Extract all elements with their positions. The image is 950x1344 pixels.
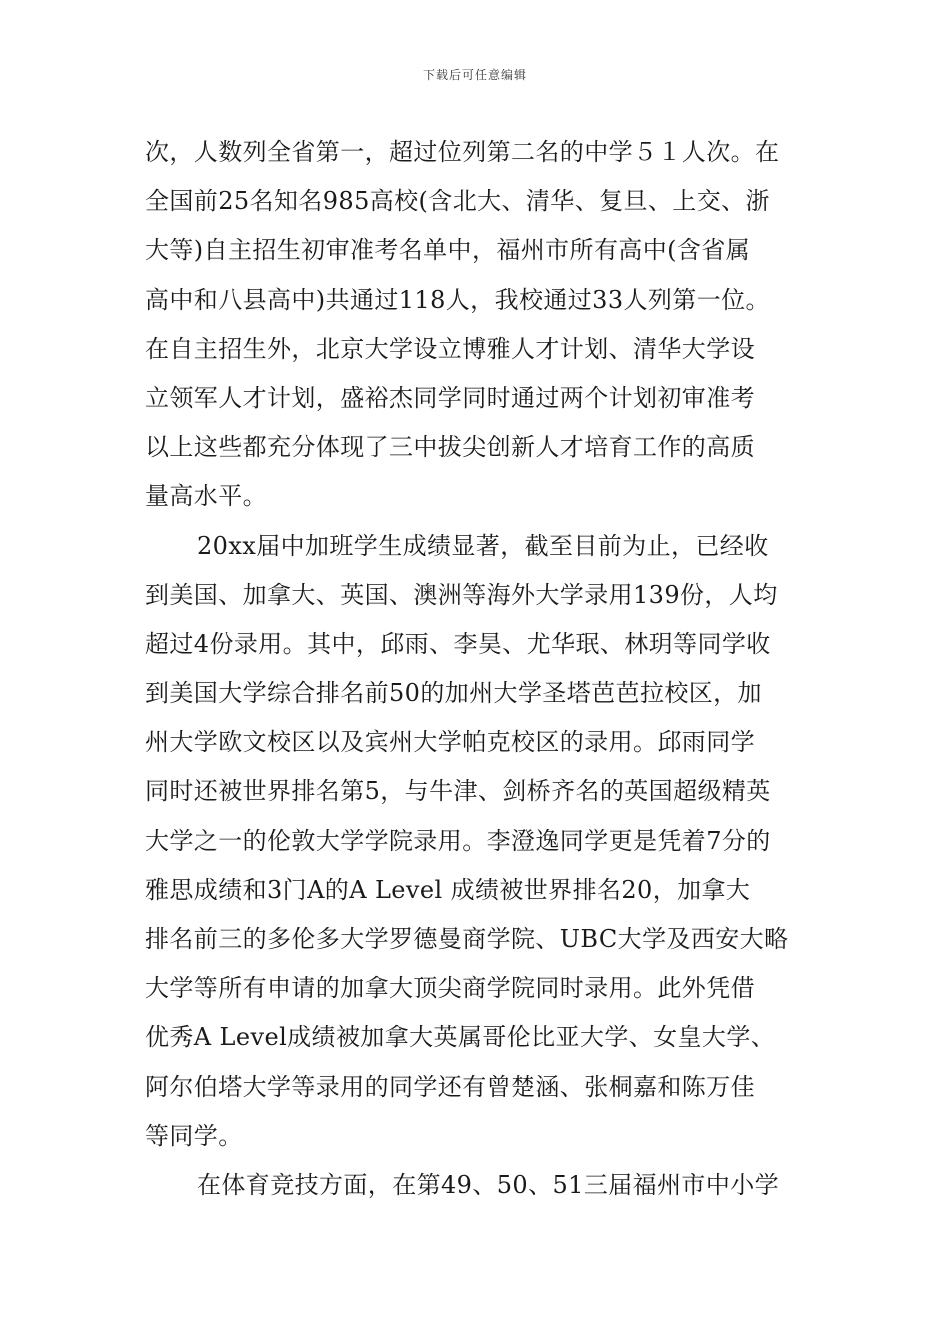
text-line: 量高水平。 (145, 482, 267, 511)
text-line: 20xx届中加班学生成绩显著，截至目前为止，已经收 (197, 531, 769, 560)
text-line: 同时还被世界排名第5，与牛津、剑桥齐名的英国超级精英 (145, 777, 771, 806)
text-line: 在体育竞技方面，在第49、50、51三届福州市中小学 (197, 1170, 780, 1199)
text-line: 超过4份录用。其中，邱雨、李昊、尤华珉、林玥等同学收 (145, 629, 771, 658)
text-line: 大学等所有申请的加拿大顶尖商学院同时录用。此外凭借 (145, 974, 755, 1003)
text-line: 大等)自主招生初审准考名单中，福州市所有高中(含省属 (145, 236, 751, 265)
text-line: 次，人数列全省第一，超过位列第二名的中学５１人次。在 (145, 138, 780, 166)
text-line: 全国前25名知名985高校(含北大、清华、复旦、上交、浙 (145, 187, 770, 216)
text-line: 阿尔伯塔大学等录用的同学还有曾楚涵、张桐嘉和陈万佳 (145, 1072, 755, 1101)
document-body (145, 128, 810, 1210)
text-line: 在自主招生外，北京大学设立博雅人才计划、清华大学设 (145, 334, 755, 363)
text-line: 雅思成绩和3门A的A Level 成绩被世界排名20，加拿大 (145, 875, 751, 904)
text-line: 以上这些都充分体现了三中拔尖创新人才培育工作的高质 (145, 433, 755, 462)
text-line: 州大学欧文校区以及宾州大学帕克校区的录用。邱雨同学 (145, 728, 755, 757)
page-header: 下载后可任意编辑 (422, 68, 527, 82)
text-line: 大学之一的伦敦大学学院录用。李澄逸同学更是凭着7分的 (145, 826, 771, 855)
text-line: 等同学。 (145, 1121, 243, 1150)
text-line: 高中和八县高中)共通过118人，我校通过33人列第一位。 (145, 285, 770, 314)
text-line: 立领军人才计划，盛裕杰同学同时通过两个计划初审准考 (145, 383, 755, 412)
text-line: 到美国、加拿大、英国、澳洲等海外大学录用139份，人均 (145, 580, 778, 609)
text-line: 排名前三的多伦多大学罗德曼商学院、UBC大学及西安大略 (145, 925, 789, 953)
text-line: 优秀A Level成绩被加拿大英属哥伦比亚大学、女皇大学、 (145, 1023, 776, 1052)
text-line: 到美国大学综合排名前50的加州大学圣塔芭芭拉校区，加 (145, 679, 762, 708)
